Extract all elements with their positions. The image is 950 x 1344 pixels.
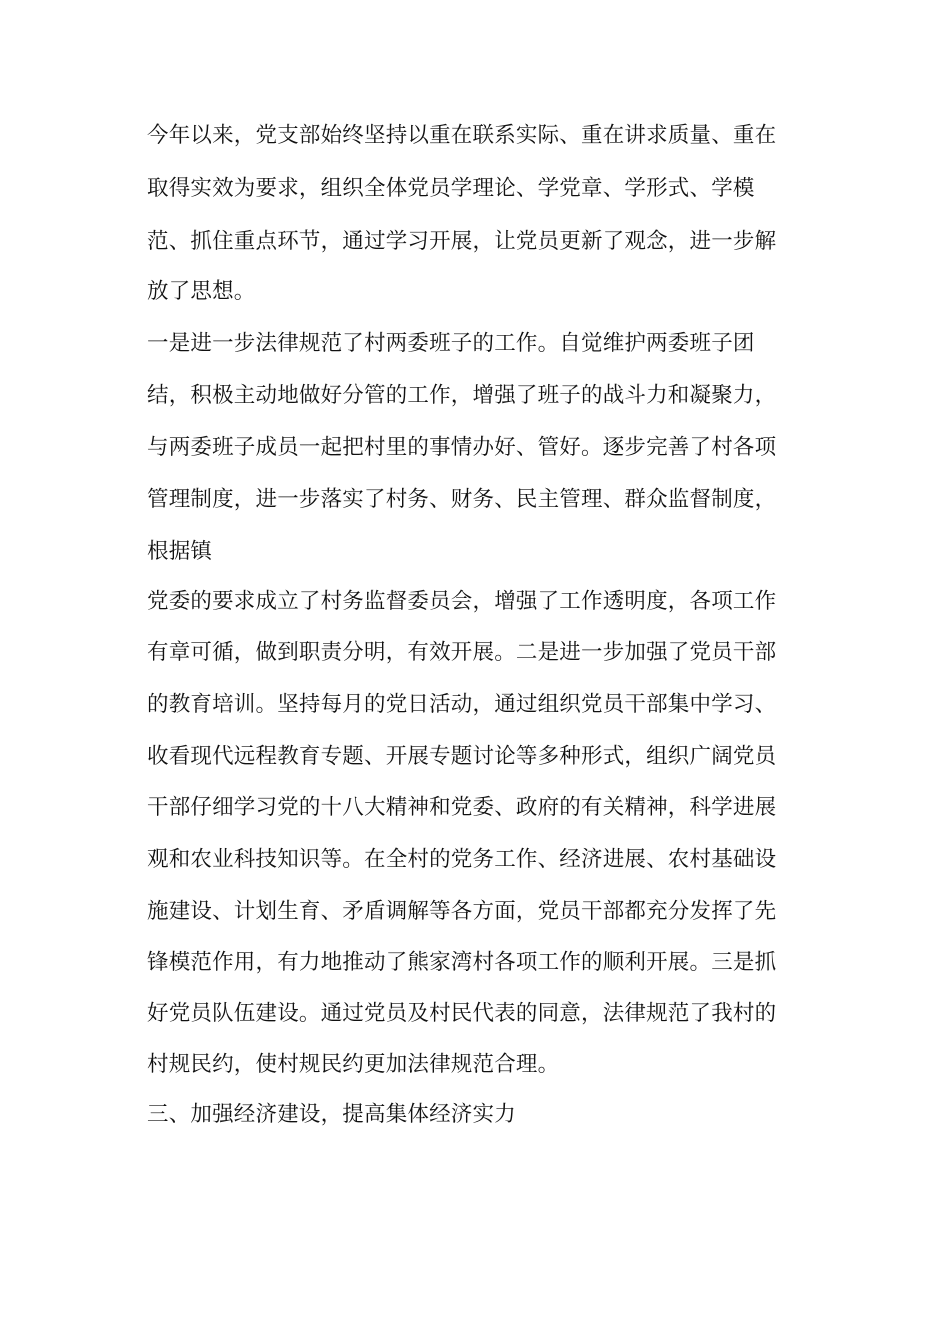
paragraph-line: 管理制度，进一步落实了村务、财务、民主管理、群众监督制度， xyxy=(147,487,777,512)
paragraph-line: 锋模范作用，有力地推动了熊家湾村各项工作的顺利开展。三是抓 xyxy=(147,950,777,975)
paragraph-line: 有章可循，做到职责分明，有效开展。二是进一步加强了党员干部 xyxy=(147,640,777,665)
paragraph-line: 范、抓住重点环节，通过学习开展，让党员更新了观念，进一步解 xyxy=(147,229,777,254)
paragraph-line: 与两委班子成员一起把村里的事情办好、管好。逐步完善了村各项 xyxy=(147,435,777,460)
paragraph-line: 村规民约，使村规民约更加法律规范合理。 xyxy=(147,1052,560,1077)
paragraph-line: 今年以来，党支部始终坚持以重在联系实际、重在讲求质量、重在 xyxy=(147,123,777,148)
paragraph-line: 好党员队伍建设。通过党员及村民代表的同意，法律规范了我村的 xyxy=(147,1001,777,1026)
paragraph-line: 取得实效为要求，组织全体党员学理论、学党章、学形式、学模 xyxy=(147,176,755,201)
paragraph-line: 干部仔细学习党的十八大精神和党委、政府的有关精神，科学进展 xyxy=(147,795,777,820)
paragraph-line: 结，积极主动地做好分管的工作，增强了班子的战斗力和凝聚力， xyxy=(147,383,777,408)
paragraph-line: 放了思想。 xyxy=(147,279,256,304)
paragraph-line: 收看现代远程教育专题、开展专题讨论等多种形式，组织广阔党员 xyxy=(147,744,777,769)
paragraph-line: 施建设、计划生育、矛盾调解等各方面，党员干部都充分发挥了先 xyxy=(147,899,777,924)
paragraph-line: 观和农业科技知识等。在全村的党务工作、经济进展、农村基础设 xyxy=(147,847,777,872)
paragraph-line: 的教育培训。坚持每月的党日活动，通过组织党员干部集中学习、 xyxy=(147,692,777,717)
paragraph-line: 一是进一步法律规范了村两委班子的工作。自觉维护两委班子团 xyxy=(147,331,755,356)
section-heading: 三、加强经济建设，提高集体经济实力 xyxy=(147,1102,516,1127)
paragraph-line: 党委的要求成立了村务监督委员会，增强了工作透明度，各项工作 xyxy=(147,589,777,614)
paragraph-line: 根据镇 xyxy=(147,539,213,564)
